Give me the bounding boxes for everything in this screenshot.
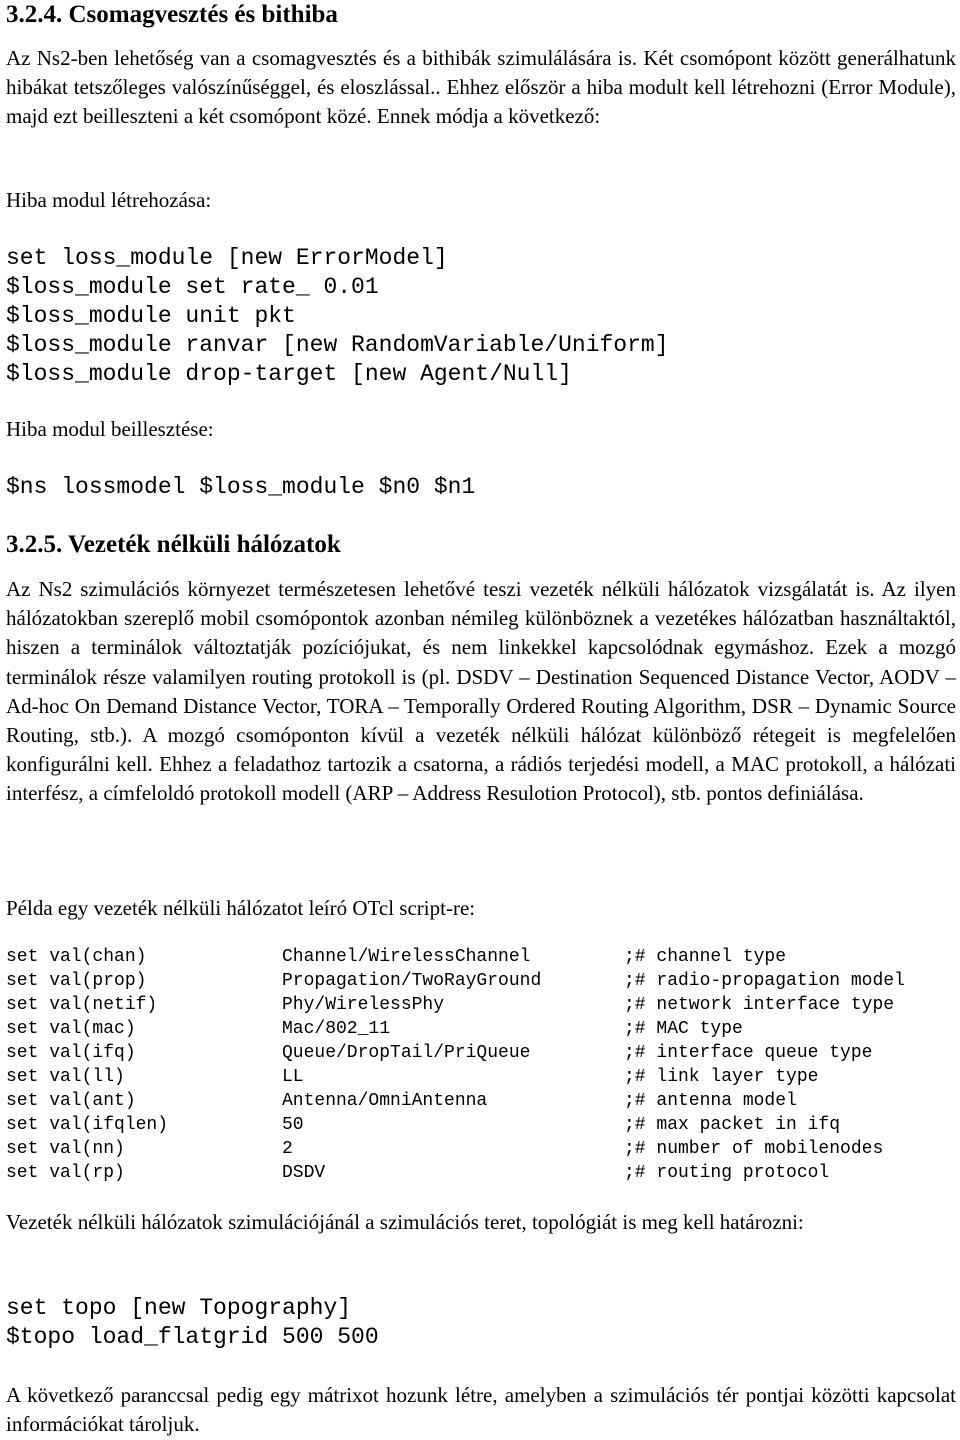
- config-command: set val(ll): [6, 1067, 125, 1087]
- closing-paragraph: A következő paranccsal pedig egy mátrixot hozunk létre, amelyben a szimulációs tér pontjai közötti kapcsolat információkat tároljuk.: [6, 1383, 956, 1437]
- config-value: Mac/802_11: [282, 1019, 391, 1039]
- insert-module-label: Hiba modul beillesztése:: [6, 417, 214, 441]
- config-command: set val(prop): [6, 971, 147, 991]
- config-value: LL: [282, 1067, 304, 1087]
- code-line: $loss_module set rate_ 0.01: [6, 274, 379, 300]
- config-command: set val(netif): [6, 995, 158, 1015]
- wireless-paragraph: Az Ns2 szimulációs környezet természetesen lehetővé teszi vezeték nélküli hálózatok vizsgálatát is. Az ilyen hálózatokban szereplő mobil csomópontok azonban némileg különböznek a vezetékes hálózatban használtaktól, hiszen a terminálok változtatják pozíciójukat, és nem linkekkel kapcsolódnak egymáshoz. Ezek a mozgó terminálok része valamilyen routing protokoll is (pl. DSDV – Destination Sequenced Distance Vector, AODV – Ad-hoc On Demand Distance Vector, TORA – Temporally Ordered Routing Algorithm, DSR – Dynamic Source Routing, stb.). A mozgó csomóponton kívül a vezeték nélküli hálózat különböző rétegeit is megfelelően konfigurálni kell. Ehhez a feladathoz tartozik a csatorna, a rádiós terjedési modell, a MAC protokoll, a hálózati interfész, a címfeloldó protokoll modell (ARP – Address Resulotion Protocol), stb. pontos definiálása.: [6, 577, 956, 806]
- config-value: Channel/WirelessChannel: [282, 947, 531, 967]
- config-command: set val(mac): [6, 1019, 136, 1039]
- config-comment: ;# interface queue type: [624, 1043, 873, 1063]
- insert-module-code: [6, 473, 475, 502]
- code-line: set loss_module [new ErrorModel]: [6, 245, 448, 271]
- code-line: $loss_module unit pkt: [6, 303, 296, 329]
- config-value: 50: [282, 1115, 304, 1135]
- config-command: set val(rp): [6, 1163, 125, 1183]
- config-comment: ;# routing protocol: [624, 1163, 830, 1183]
- code-line: $topo load_flatgrid 500 500: [6, 1324, 379, 1350]
- config-comment: ;# MAC type: [624, 1019, 743, 1039]
- config-command: set val(chan): [6, 947, 147, 967]
- intro-paragraph: Az Ns2-ben lehetőség van a csomagvesztés és a bithibák szimulálására is. Két csomópont között generálhatunk hibákat tetszőleges valószínűséggel, és eloszlással.. Ehhez először a hiba modult kell létrehozni (Error Module), majd ezt beilleszteni a két csomópont közé. Ennek módja a következő:: [6, 46, 956, 129]
- config-value: Queue/DropTail/PriQueue: [282, 1043, 531, 1063]
- config-comment: ;# max packet in ifq: [624, 1115, 841, 1135]
- config-value: 2: [282, 1139, 293, 1159]
- config-comment: ;# radio-propagation model: [624, 971, 905, 991]
- config-command: set val(ifq): [6, 1043, 136, 1063]
- code-line: $ns lossmodel $loss_module $n0 $n1: [6, 474, 476, 500]
- create-module-label: Hiba modul létrehozása:: [6, 188, 212, 212]
- config-comment: ;# link layer type: [624, 1067, 819, 1087]
- example-label: Példa egy vezeték nélküli hálózatot leíró OTcl script-re:: [6, 896, 476, 920]
- topology-paragraph: Vezeték nélküli hálózatok szimulációjánál a szimulációs teret, topológiát is meg kell határozni:: [6, 1210, 804, 1234]
- config-value: Propagation/TwoRayGround: [282, 971, 542, 991]
- code-line: set topo [new Topography]: [6, 1295, 352, 1321]
- create-module-code: [6, 244, 669, 389]
- config-comment: ;# antenna model: [624, 1091, 797, 1111]
- config-comment: ;# number of mobilenodes: [624, 1139, 884, 1159]
- section-heading-wireless: 3.2.5. Vezeték nélküli hálózatok: [6, 531, 341, 558]
- topology-code: [6, 1294, 379, 1352]
- config-comment: ;# network interface type: [624, 995, 895, 1015]
- config-value: DSDV: [282, 1163, 326, 1183]
- config-command: set val(ant): [6, 1091, 136, 1111]
- config-comment: ;# channel type: [624, 947, 787, 967]
- config-value: Phy/WirelessPhy: [282, 995, 445, 1015]
- config-value: Antenna/OmniAntenna: [282, 1091, 488, 1111]
- section-heading-packet-loss: 3.2.4. Csomagvesztés és bithiba: [6, 1, 338, 28]
- config-command: set val(ifqlen): [6, 1115, 169, 1135]
- config-command: set val(nn): [6, 1139, 125, 1159]
- code-line: $loss_module ranvar [new RandomVariable/Uniform]: [6, 332, 669, 358]
- code-line: $loss_module drop-target [new Agent/Null]: [6, 361, 572, 387]
